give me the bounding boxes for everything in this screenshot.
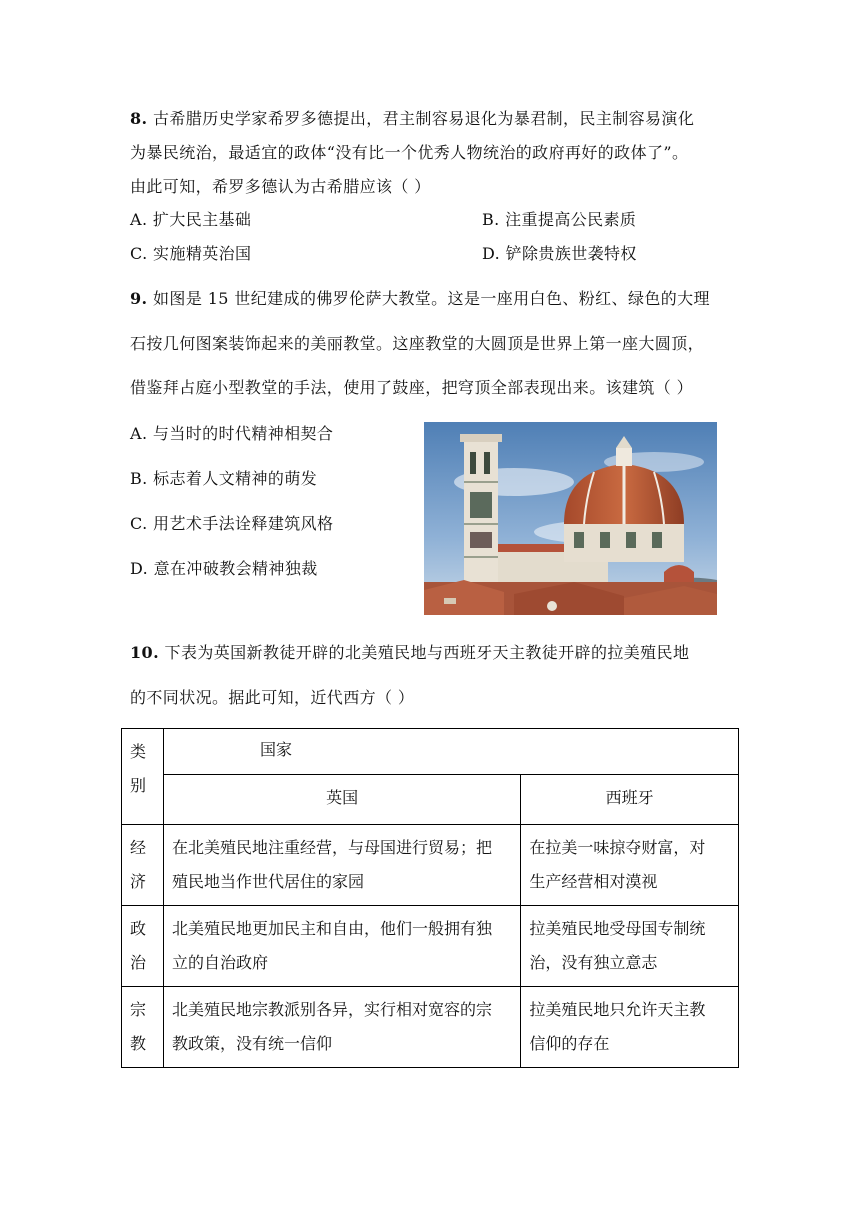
q9-line-2: 石按几何图案装饰起来的美丽教堂。这座教堂的大圆顶是世界上第一座大圆顶， xyxy=(130,334,705,353)
q8-text-1: 古希腊历史学家希罗多德提出，君主制容易退化为暴君制，民主制容易演化 xyxy=(153,109,695,128)
spain-cell-text: 治，没有独立意志 xyxy=(529,953,658,972)
header-category-cell xyxy=(122,729,164,825)
spain-cell-text: 信仰的存在 xyxy=(529,1034,610,1053)
q8-line-1 xyxy=(130,106,694,129)
table-row xyxy=(122,987,739,1068)
q8-option-d[interactable]: D. 铲除贵族世袭特权 xyxy=(482,244,637,263)
florence-cathedral-photo xyxy=(424,422,717,615)
q8-number: 8. xyxy=(130,109,148,128)
q9-option-c[interactable]: C. 用艺术手法诠释建筑风格 xyxy=(130,514,334,533)
spain-cell-text: 在拉美一味掠夺财富，对 xyxy=(529,838,706,857)
q9-number: 9. xyxy=(130,289,148,308)
spain-cell-text: 拉美殖民地只允许天主教 xyxy=(529,1000,706,1019)
table-row xyxy=(122,825,739,906)
q9-option-a[interactable]: A. 与当时的时代精神相契合 xyxy=(130,424,334,443)
header-spain-cell xyxy=(521,775,739,825)
header-category-line-1: 类 xyxy=(130,742,147,761)
header-england-cell xyxy=(163,775,520,825)
q9-text-1: 如图是 15 世纪建成的佛罗伦萨大教堂。这是一座用白色、粉红、绿色的大理 xyxy=(153,289,710,308)
header-spain: 西班牙 xyxy=(605,788,654,807)
spain-cell-text: 生产经营相对漠视 xyxy=(529,872,658,891)
q8-option-b[interactable]: B. 注重提高公民素质 xyxy=(482,210,637,229)
england-cell-text: 殖民地当作世代居住的家园 xyxy=(171,872,364,891)
england-cell-text: 北美殖民地更加民主和自由，他们一般拥有独 xyxy=(171,919,492,938)
header-category-line-2: 别 xyxy=(130,776,147,795)
header-country-cell xyxy=(163,729,738,775)
row-label: 经 xyxy=(130,838,147,857)
comparison-table xyxy=(121,728,739,1068)
q10-line-2: 的不同状况。据此可知，近代西方（ ） xyxy=(130,688,415,707)
row-label: 政 xyxy=(130,919,147,938)
q8-line-3: 由此可知，希罗多德认为古希腊应该（ ） xyxy=(130,177,431,196)
q10-line-1 xyxy=(130,640,689,663)
header-england: 英国 xyxy=(326,788,359,807)
row-label: 教 xyxy=(130,1034,147,1053)
spain-cell-text: 拉美殖民地受母国专制统 xyxy=(529,919,706,938)
row-label: 宗 xyxy=(130,1000,147,1019)
header-country: 国家 xyxy=(259,740,292,759)
table-row xyxy=(122,906,739,987)
q9-option-d[interactable]: D. 意在冲破教会精神独裁 xyxy=(130,559,318,578)
q9-line-3: 借鉴拜占庭小型教堂的手法，使用了鼓座，把穹顶全部表现出来。该建筑（ ） xyxy=(130,378,694,397)
q9-option-b[interactable]: B. 标志着人文精神的萌发 xyxy=(130,469,318,488)
q8-option-c[interactable]: C. 实施精英治国 xyxy=(130,244,252,263)
england-cell-text: 在北美殖民地注重经营，与母国进行贸易；把 xyxy=(171,838,492,857)
england-cell-text: 北美殖民地宗教派别各异，实行相对宽容的宗 xyxy=(171,1000,492,1019)
q10-text-1: 下表为英国新教徒开辟的北美殖民地与西班牙天主教徒开辟的拉美殖民地 xyxy=(164,643,690,662)
q10-number: 10. xyxy=(130,643,160,662)
q8-line-2: 为暴民统治，最适宜的政体“没有比一个优秀人物统治的政府再好的政体了”。 xyxy=(130,143,689,162)
row-label: 治 xyxy=(130,953,147,972)
q8-option-a[interactable]: A. 扩大民主基础 xyxy=(130,210,252,229)
england-cell-text: 立的自治政府 xyxy=(171,953,268,972)
england-cell-text: 教政策，没有统一信仰 xyxy=(171,1034,332,1053)
row-label: 济 xyxy=(130,872,147,891)
q9-line-1 xyxy=(130,286,710,309)
